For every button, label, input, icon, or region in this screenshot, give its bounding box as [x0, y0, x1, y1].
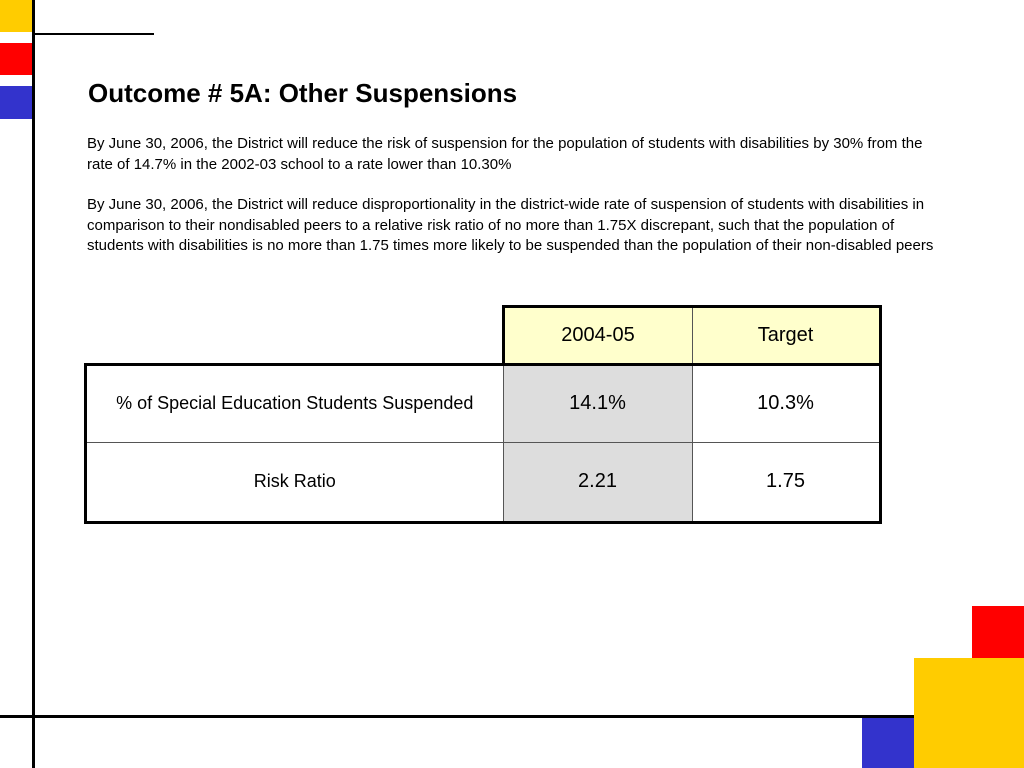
- table-corner-empty: [86, 307, 504, 365]
- decor-blue-square-bottom: [862, 718, 914, 768]
- decor-top-rule: [32, 33, 154, 35]
- row-label-risk-ratio: Risk Ratio: [86, 442, 504, 522]
- decor-red-square-bottom: [972, 606, 1024, 658]
- outcome-table: [84, 305, 882, 524]
- outcome-paragraph-1: By June 30, 2006, the District will reduce the risk of suspension for the population of students with disabilities by 30% from the rate of 14.7% in the 2002-03 school to a rate lower than 10.30%: [87, 135, 923, 173]
- row-label-suspended: % of Special Education Students Suspended: [86, 364, 504, 442]
- decor-bottom-rule: [0, 715, 914, 718]
- slide-title: Outcome # 5A: Other Suspensions: [88, 78, 518, 108]
- decor-vertical-rule: [32, 0, 35, 768]
- column-header-target: Target: [692, 307, 880, 365]
- decor-yellow-square-top: [0, 0, 32, 32]
- outcome-paragraph-2: By June 30, 2006, the District will reduce disproportionality in the district-wide rate of suspension of students with disabilities in comparison to their nondisabled peers to a relative risk ratio of no more than 1.75X discrepant, such that the population of students with disabilities is no more than 1.75 times more likely to be suspended than the population of their non-disabled peers: [87, 196, 934, 254]
- table-row: [86, 442, 881, 522]
- decor-yellow-square-bottom: [914, 658, 1024, 768]
- cell-risk-ratio-target: 1.75: [692, 442, 880, 522]
- table-row: [86, 364, 881, 442]
- cell-suspended-2004-05: 14.1%: [503, 364, 692, 442]
- table-header-row: [86, 307, 881, 365]
- decor-blue-square-top: [0, 86, 32, 119]
- cell-risk-ratio-2004-05: 2.21: [503, 442, 692, 522]
- column-header-2004-05: 2004-05: [503, 307, 692, 365]
- cell-suspended-target: 10.3%: [692, 364, 880, 442]
- decor-red-square-top: [0, 43, 32, 75]
